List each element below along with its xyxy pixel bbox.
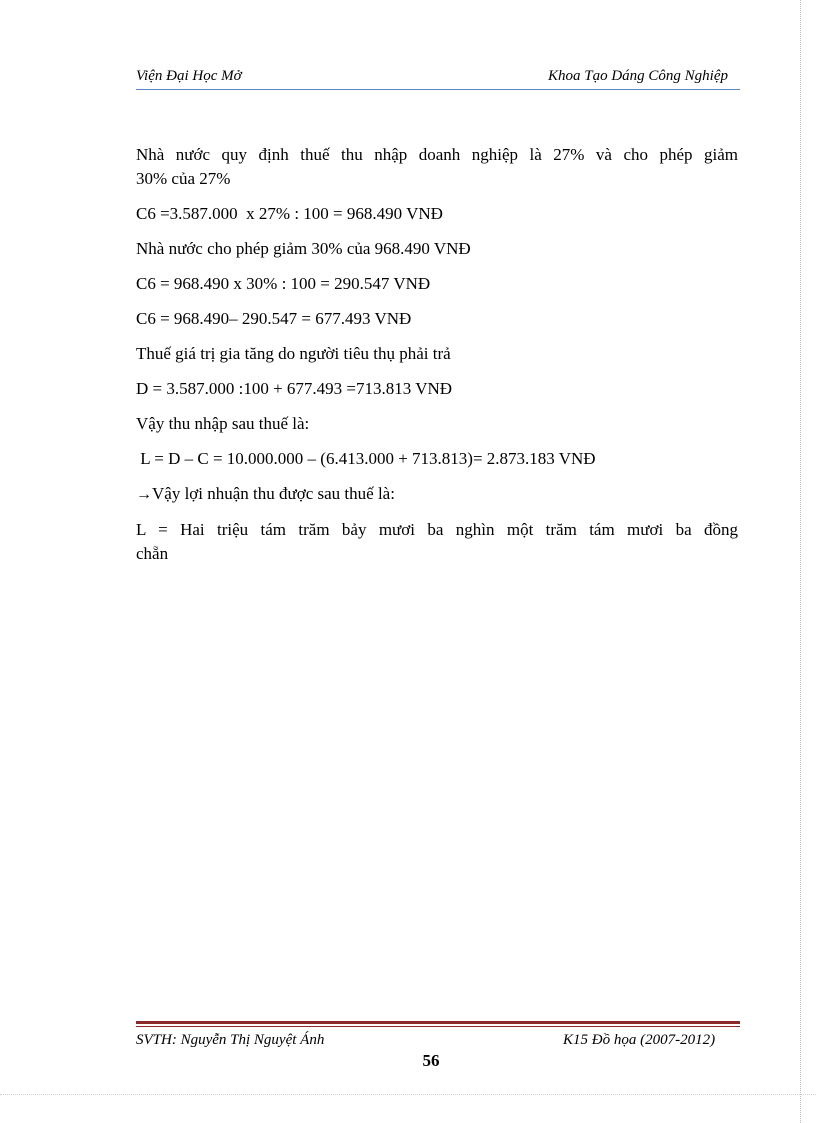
c6-reduction-calculation: C6 = 968.490 x 30% : 100 = 290.547 VNĐ <box>136 274 431 293</box>
header-faculty: Khoa Tạo Dáng Công Nghiệp <box>547 68 728 84</box>
c6-tax-calculation: C6 =3.587.000 x 27% : 100 = 968.490 VNĐ <box>136 204 443 223</box>
page-body <box>136 143 738 577</box>
profit-calculation: L = D – C = 10.000.000 – (6.413.000 + 713.813)= 2.873.183 VNĐ <box>136 449 596 468</box>
tax-rule-line-1: Nhà nước quy định thuế thu nhập doanh nghiệp là 27% và cho phép giảm <box>136 145 738 164</box>
right-margin-guide <box>800 0 801 1123</box>
profit-conclusion <box>136 482 738 507</box>
c6-final-calculation: C6 = 968.490– 290.547 = 677.493 VNĐ <box>136 309 412 328</box>
page-number-value: 56 <box>422 1051 440 1070</box>
tax-rule-paragraph <box>136 143 738 191</box>
tax-rule-line-2: 30% của 27% <box>136 169 231 188</box>
header-institution: Viện Đại Học Mở <box>136 68 242 84</box>
profit-in-words <box>136 518 738 566</box>
after-tax-income-label: Vậy thu nhập sau thuế là: <box>136 414 310 433</box>
footer-rule-thin <box>136 1026 740 1027</box>
page-number <box>0 1050 816 1072</box>
page-header <box>136 66 740 90</box>
d-calculation: D = 3.587.000 :100 + 677.493 =713.813 VNĐ <box>136 379 453 398</box>
footer-course: K15 Đồ họa (2007-2012) <box>563 1032 716 1048</box>
footer-student: SVTH: Nguyễn Thị Nguyệt Ánh <box>136 1032 325 1048</box>
profit-in-words-line-1: L = Hai triệu tám trăm bảy mươi ba nghìn một trăm tám mươi ba đồng <box>136 520 738 539</box>
right-arrow-icon: → <box>136 486 152 503</box>
footer-rule-thick <box>136 1021 740 1024</box>
vat-statement: Thuế giá trị gia tăng do người tiêu thụ phải trả <box>136 344 451 363</box>
profit-in-words-line-2: chẵn <box>136 544 169 563</box>
bottom-margin-guide <box>0 1094 816 1095</box>
header-rule <box>136 89 740 90</box>
reduction-statement: Nhà nước cho phép giảm 30% của 968.490 VNĐ <box>136 239 471 258</box>
profit-conclusion-text: Vậy lợi nhuận thu được sau thuế là: <box>152 484 395 503</box>
